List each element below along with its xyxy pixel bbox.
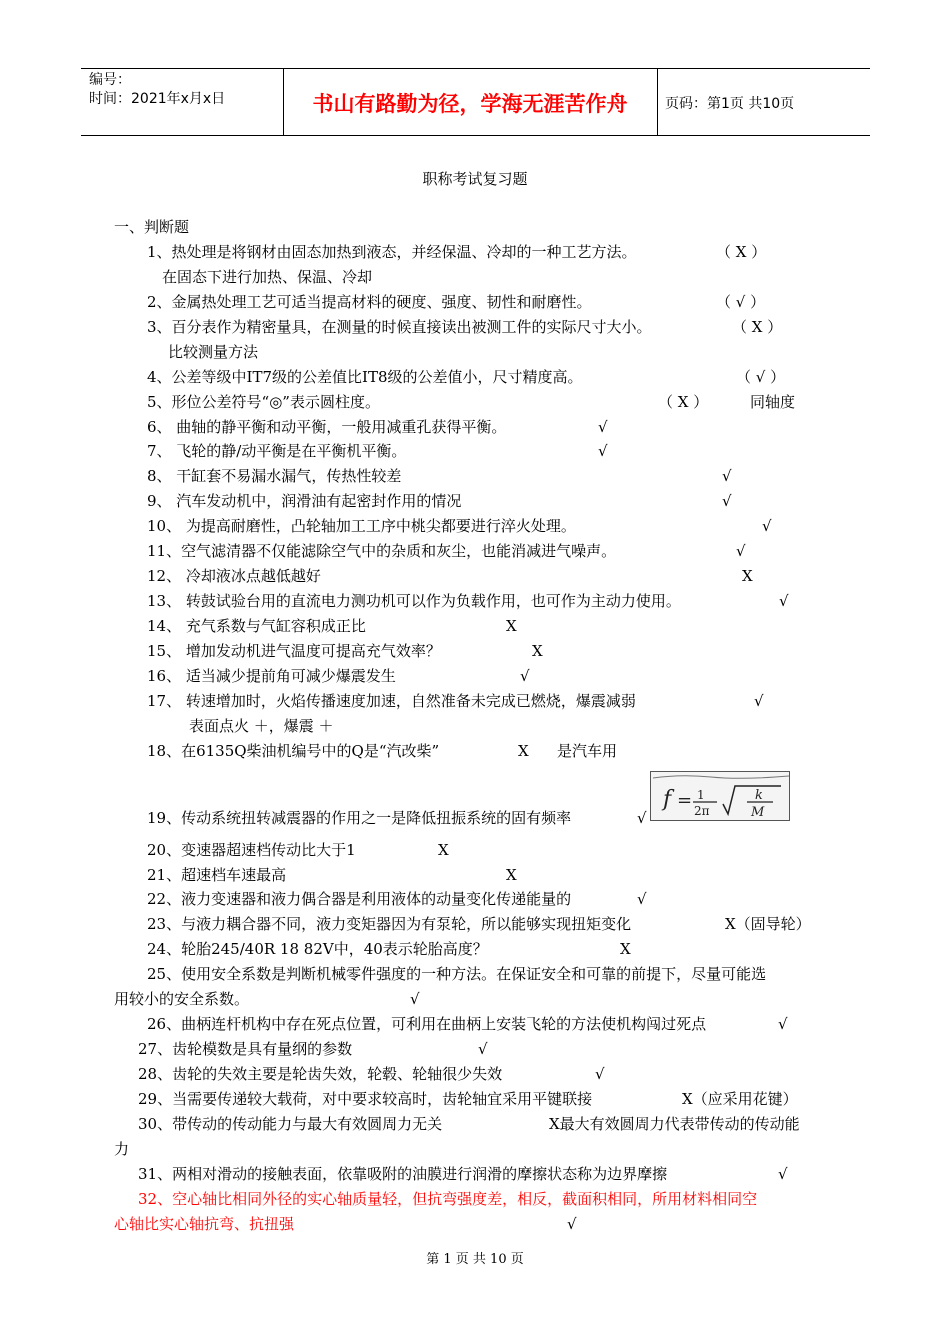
question-26: 26、曲柄连杆机构中存在死点位置，可利用在曲柄上安装飞轮的方法使机构闯过死点 xyxy=(147,1015,707,1033)
question-7: 7、 飞轮的静/动平衡是在平衡机平衡。 xyxy=(147,442,407,460)
answer-mark: √ xyxy=(778,1015,788,1033)
question-30: 30、带传动的传动能力与最大有效圆周力无关 xyxy=(138,1115,443,1133)
annotation: 在固态下进行加热、保温、冷却 xyxy=(162,268,373,286)
svg-text:f: f xyxy=(663,787,672,812)
answer-mark: √ xyxy=(722,467,732,485)
question-19: 19、传动系统扭转减震器的作用之一是降低扭振系统的固有频率 xyxy=(147,809,572,827)
answer-mark: √ xyxy=(410,990,420,1008)
question-9: 9、 汽车发动机中，润滑油有起密封作用的情况 xyxy=(147,492,462,510)
answer-mark: （ X ） xyxy=(716,243,767,261)
annotation: 比较测量方法 xyxy=(168,343,259,361)
answer-mark: X xyxy=(532,642,543,660)
question-32-continued: 心轴比实心轴抗弯、抗扭强 xyxy=(114,1215,295,1233)
answer-mark: X（应采用花键） xyxy=(682,1090,798,1108)
header-motto: 书山有路勤为径，学海无涯苦作舟 xyxy=(312,92,628,116)
answer-mark: （ √ ） xyxy=(736,368,786,386)
question-3: 3、百分表作为精密量具，在测量的时候直接读出被测工件的实际尺寸大小。 xyxy=(147,318,652,336)
question-15: 15、 增加发动机进气温度可提高充气效率？ xyxy=(147,642,441,660)
answer-mark: √ xyxy=(778,1165,788,1183)
svg-text:1: 1 xyxy=(697,788,705,802)
answer-mark: √ xyxy=(478,1040,488,1058)
header-table xyxy=(81,68,870,136)
answer-mark: （ √ ） xyxy=(716,293,766,311)
answer-mark: √ xyxy=(598,418,608,436)
question-22: 22、液力变速器和液力偶合器是利用液体的动量变化传递能量的 xyxy=(147,890,572,908)
header-left xyxy=(89,71,225,109)
answer-mark: √ xyxy=(779,592,789,610)
answer-mark: √ xyxy=(762,517,772,535)
question-28: 28、齿轮的失效主要是轮齿失效，轮毂、轮轴很少失效 xyxy=(138,1065,503,1083)
annotation: 表面点火 ＋，爆震 ＋ xyxy=(189,717,334,735)
svg-text:M: M xyxy=(751,805,765,820)
formula-drawing xyxy=(651,772,790,821)
question-11: 11、空气滤清器不仅能滤除空气中的杂质和灰尘，也能消减进气噪声。 xyxy=(147,542,617,560)
question-13: 13、 转鼓试验台用的直流电力测功机可以作为负载作用，也可作为主动力使用。 xyxy=(147,592,681,610)
answer-mark: √ xyxy=(754,692,764,710)
question-24: 24、轮胎245/40R 18 82V中，40表示轮胎高度？ xyxy=(147,940,488,958)
document-title: 职称考试复习题 xyxy=(422,170,528,188)
answer-mark: √ xyxy=(736,542,746,560)
question-21: 21、超速档车速最高 xyxy=(147,866,287,884)
annotation: 同轴度 xyxy=(750,393,796,411)
question-5: 5、形位公差符号“◎”表示圆柱度。 xyxy=(147,393,380,411)
header-divider xyxy=(657,69,658,135)
question-18: 18、在6135Q柴油机编号中的Q是“汽改柴” xyxy=(147,742,440,760)
answer-mark: √ xyxy=(520,667,530,685)
answer-mark: √ xyxy=(567,1215,577,1233)
question-30-continued: 力 xyxy=(114,1140,130,1158)
question-1: 1、热处理是将钢材由固态加热到液态，并经保温、冷却的一种工艺方法。 xyxy=(147,243,637,261)
question-10: 10、 为提高耐磨性，凸轮轴加工工序中桃尖都要进行淬火处理。 xyxy=(147,517,576,535)
answer-mark: X xyxy=(620,940,631,958)
answer-mark: √ xyxy=(598,442,608,460)
answer-mark: √ xyxy=(637,809,647,827)
svg-text:=: = xyxy=(677,790,693,811)
answer-mark: √ xyxy=(722,492,732,510)
question-23: 23、与液力耦合器不同，液力变矩器因为有泵轮，所以能够实现扭矩变化 xyxy=(147,915,632,933)
question-27: 27、齿轮模数是具有量纲的参数 xyxy=(138,1040,353,1058)
answer-mark: X xyxy=(506,617,517,635)
time-label: 时间：2021年x月x日 xyxy=(89,91,226,107)
answer-mark: √ xyxy=(637,890,647,908)
answer-mark: X xyxy=(518,742,529,760)
question-6: 6、 曲轴的静平衡和动平衡，一般用减重孔获得平衡。 xyxy=(147,418,507,436)
answer-mark: √ xyxy=(595,1065,605,1083)
answer-mark: （ X ） xyxy=(732,318,783,336)
answer-mark: X（固导轮） xyxy=(725,915,811,933)
answer-mark: X最大有效圆周力代表带传动的传动能 xyxy=(549,1115,800,1133)
question-2: 2、金属热处理工艺可适当提高材料的硬度、强度、韧性和耐磨性。 xyxy=(147,293,592,311)
question-25: 25、使用安全系数是判断机械零件强度的一种方法。在保证安全和可靠的前提下，尽量可能选 xyxy=(147,965,767,983)
question-29: 29、当需要传递较大载荷，对中要求较高时，齿轮轴宜采用平键联接 xyxy=(138,1090,593,1108)
svg-text:2π: 2π xyxy=(694,804,710,818)
section-heading: 一、判断题 xyxy=(114,218,190,236)
question-4: 4、公差等级中IT7级的公差值比IT8级的公差值小，尺寸精度高。 xyxy=(147,368,583,386)
handwritten-formula-image xyxy=(650,771,790,821)
question-8: 8、 干缸套不易漏水漏气，传热性较差 xyxy=(147,467,402,485)
question-12: 12、 冷却液冰点越低越好 xyxy=(147,567,321,585)
annotation: 是汽车用 xyxy=(557,742,618,760)
question-14: 14、 充气系数与气缸容积成正比 xyxy=(147,617,366,635)
answer-mark: （ X ） xyxy=(658,393,709,411)
question-31: 31、两相对滑动的接触表面，依靠吸附的油膜进行润滑的摩擦状态称为边界摩擦 xyxy=(138,1165,668,1183)
answer-mark: X xyxy=(506,866,517,884)
page-footer: 第 1 页 共 10 页 xyxy=(426,1252,524,1267)
question-17: 17、 转速增加时，火焰传播速度加速，自然准备未完成已燃烧，爆震减弱 xyxy=(147,692,636,710)
number-label: 编号： xyxy=(89,72,131,88)
svg-text:k: k xyxy=(755,788,763,803)
question-32: 32、空心轴比相同外径的实心轴质量轻，但抗弯强度差，相反，截面积相同，所用材料相同空 xyxy=(138,1190,758,1208)
answer-mark: X xyxy=(438,841,449,859)
question-25-continued: 用较小的安全系数。 xyxy=(114,990,250,1008)
question-20: 20、变速器超速档传动比大于1 xyxy=(147,841,356,859)
page-info: 页码：第1页 共10页 xyxy=(665,96,795,112)
answer-mark: X xyxy=(742,567,753,585)
question-16: 16、 适当减少提前角可减少爆震发生 xyxy=(147,667,396,685)
